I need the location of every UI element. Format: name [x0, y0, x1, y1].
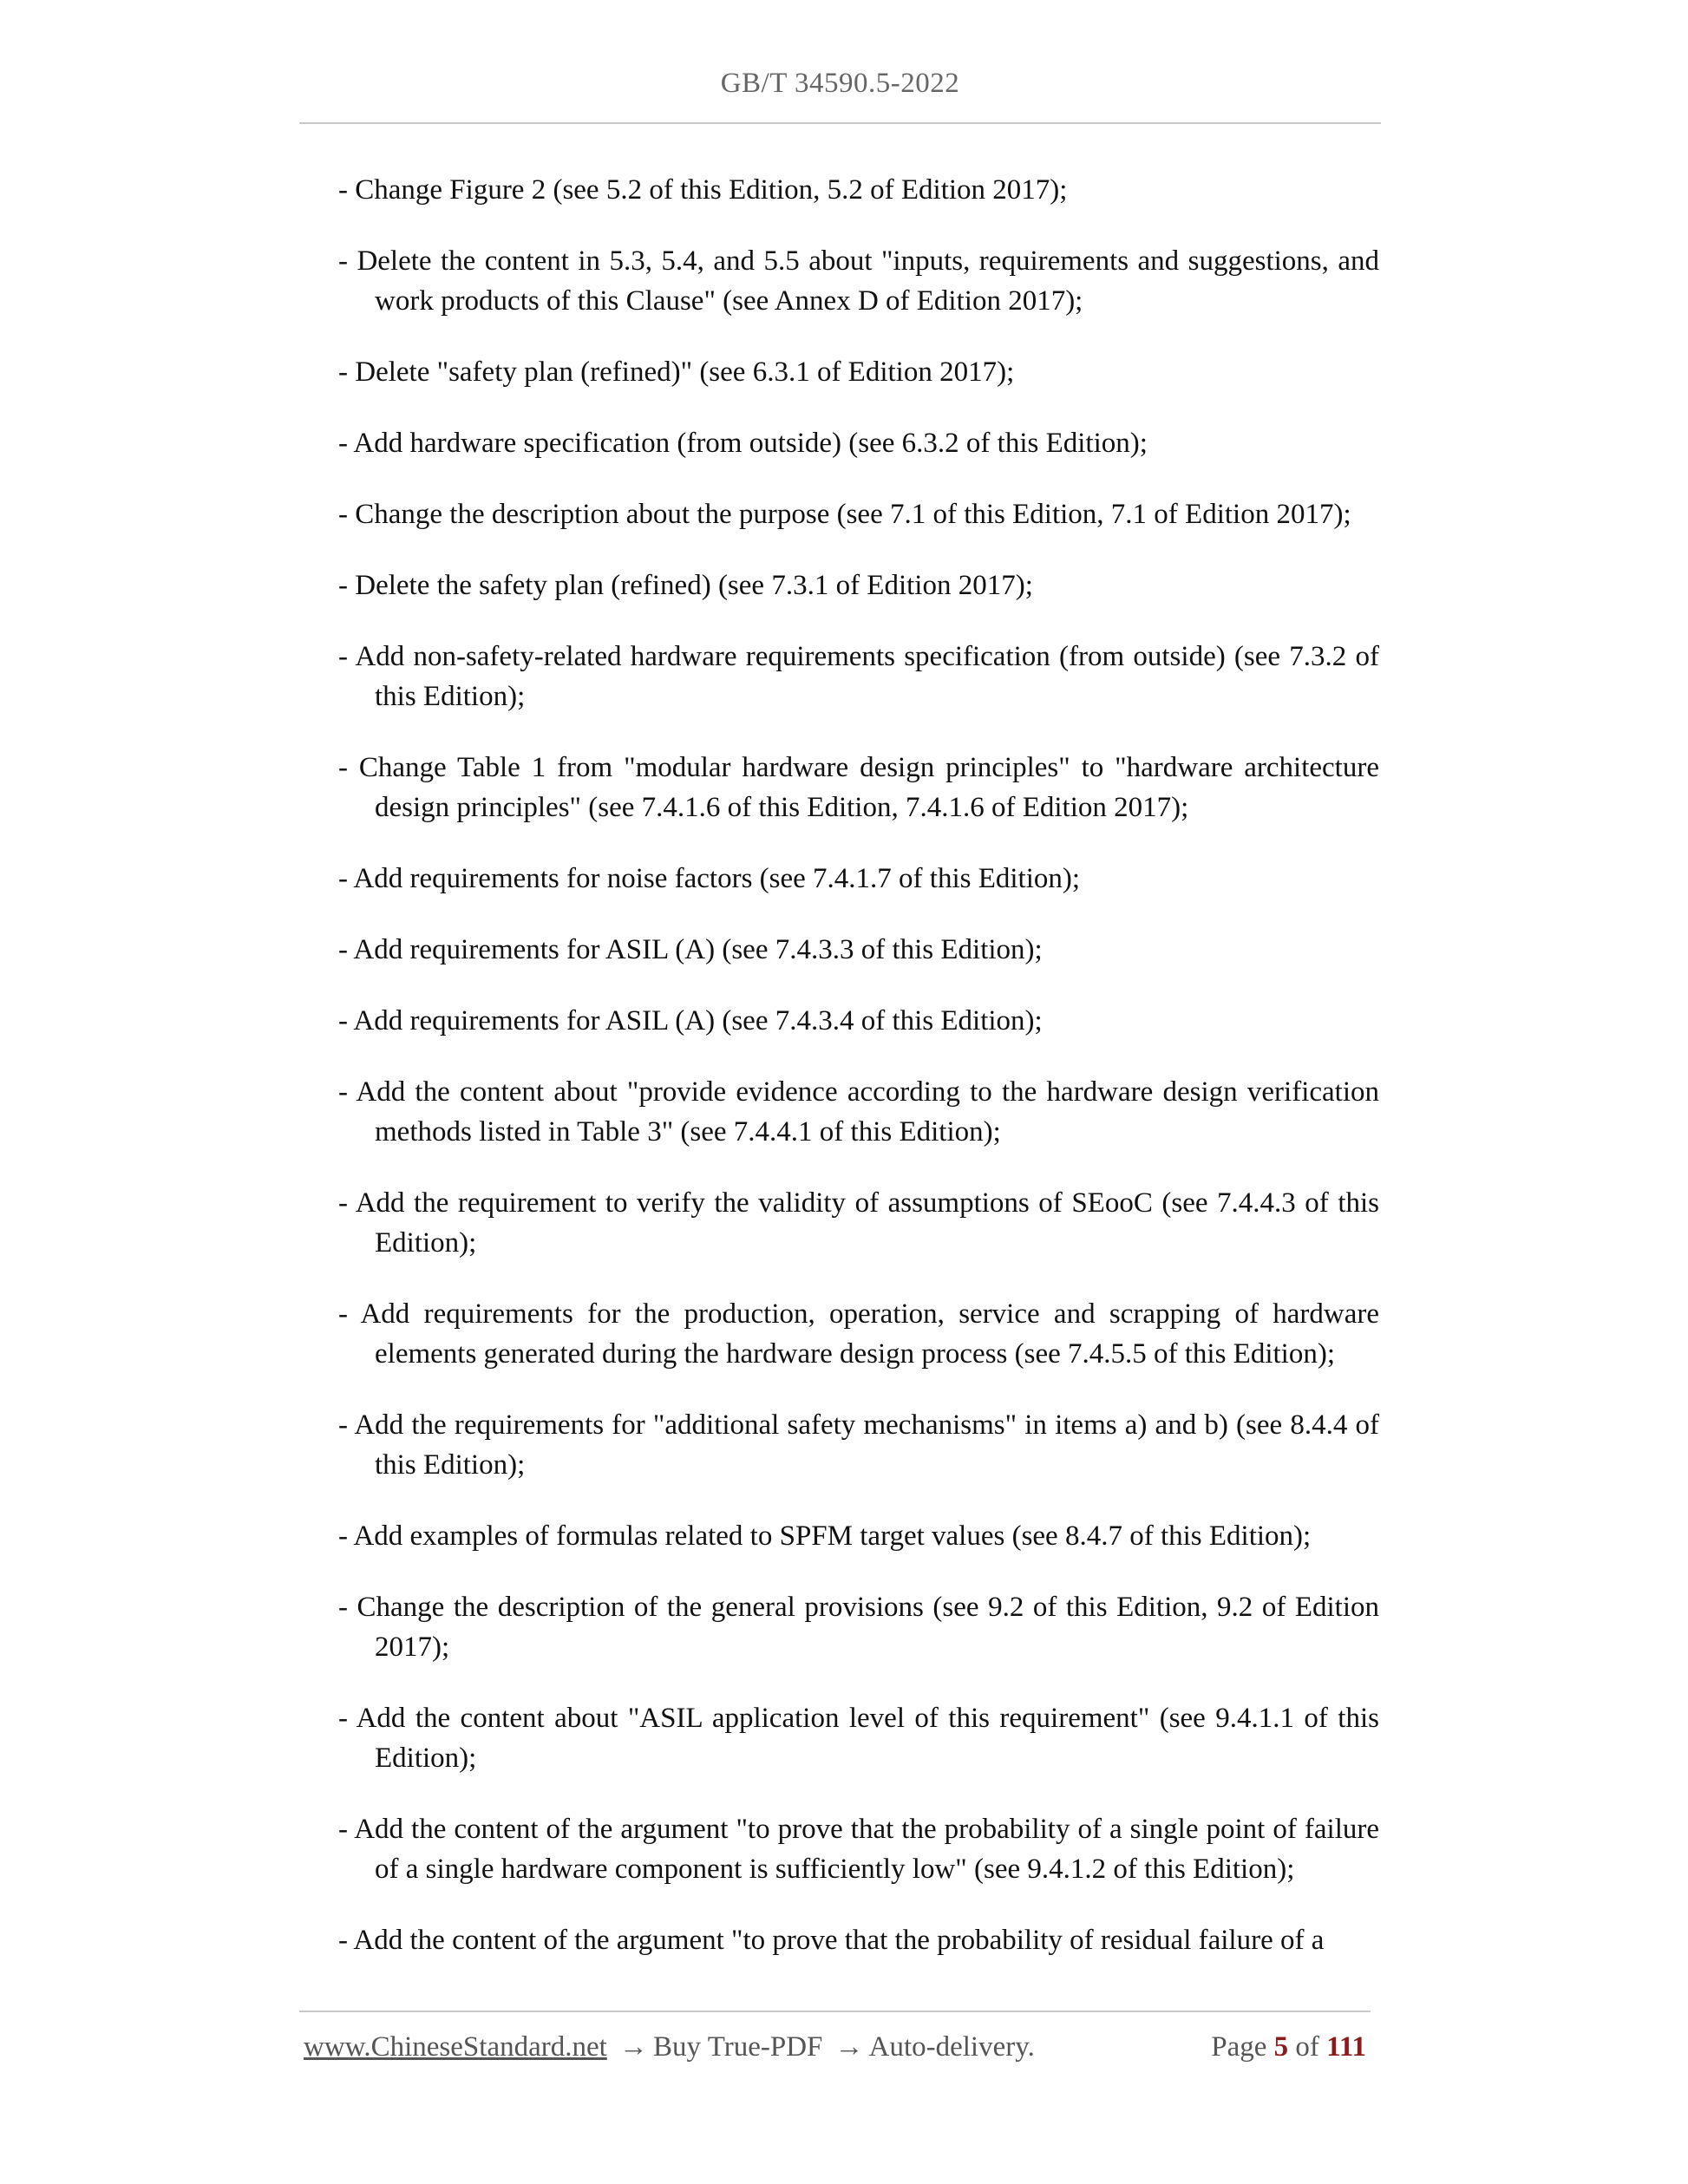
- list-item: - Change the description of the general provisions (see 9.2 of this Edition, 9.2 of Edition 2017);: [338, 1592, 1379, 1663]
- page-footer: [304, 2031, 1366, 2063]
- arrow-right-icon: →: [834, 2031, 864, 2063]
- list-item: - Add the content about "ASIL application level of this requirement" (see 9.4.1.1 of this Edition);: [338, 1703, 1379, 1774]
- site-link[interactable]: www.ChineseStandard.net: [304, 2031, 607, 2063]
- list-item: - Delete the content in 5.3, 5.4, and 5.5 about "inputs, requirements and suggestions, and work products of this Clause" (see Annex D of Edition 2017);: [338, 245, 1379, 317]
- list-item: - Add non-safety-related hardware requirements specification (from outside) (see 7.3.2 of this Edition);: [338, 641, 1379, 712]
- list-item: - Add requirements for ASIL (A) (see 7.4.3.3 of this Edition);: [338, 934, 1043, 965]
- list-item: - Add the content of the argument "to prove that the probability of residual failure of a: [338, 1925, 1325, 1956]
- arrow-right-icon: →: [619, 2031, 649, 2063]
- buy-true-pdf-text: Buy True-PDF: [653, 2031, 823, 2063]
- list-item: - Add requirements for ASIL (A) (see 7.4.3.4 of this Edition);: [338, 1005, 1043, 1036]
- list-item: - Add examples of formulas related to SPFM target values (see 8.4.7 of this Edition);: [338, 1520, 1312, 1552]
- list-item: - Delete "safety plan (refined)" (see 6.3.1 of Edition 2017);: [338, 356, 1015, 388]
- list-item: - Add the requirement to verify the validity of assumptions of SEooC (see 7.4.4.3 of this Edition);: [338, 1187, 1379, 1259]
- page-indicator: [1211, 2031, 1366, 2063]
- document-header: [299, 68, 1381, 100]
- footer-left: [304, 2031, 1035, 2063]
- list-item: - Add the content about "provide evidence according to the hardware design verification methods listed in Table 3" (see 7.4.4.1 of this Edition);: [338, 1076, 1379, 1148]
- list-item: - Change Table 1 from "modular hardware design principles" to "hardware architecture design principles" (see 7.4.1.6 of this Edition, 7.4.1.6 of Edition 2017);: [338, 752, 1379, 823]
- list-item: - Add requirements for the production, operation, service and scrapping of hardware elements generated during the hardware design process (see 7.4.5.5 of this Edition);: [338, 1298, 1379, 1370]
- list-item: - Add requirements for noise factors (see 7.4.1.7 of this Edition);: [338, 863, 1081, 894]
- footer-divider: [299, 2011, 1371, 2012]
- standard-id: GB/T 34590.5-2022: [720, 68, 960, 99]
- list-item: - Add the content of the argument "to prove that the probability of a single point of failure of a single hardware component is sufficiently low" (see 9.4.1.2 of this Edition);: [338, 1814, 1379, 1885]
- page-of: of: [1295, 2031, 1319, 2063]
- page-total: 111: [1326, 2031, 1366, 2063]
- list-item: - Add the requirements for "additional safety mechanisms" in items a) and b) (see 8.4.4 of this Edition);: [338, 1409, 1379, 1481]
- list-item: - Add hardware specification (from outside) (see 6.3.2 of this Edition);: [338, 428, 1148, 459]
- list-item: - Delete the safety plan (refined) (see 7.3.1 of Edition 2017);: [338, 570, 1033, 601]
- header-divider: [299, 122, 1381, 124]
- page-current: 5: [1273, 2031, 1289, 2063]
- page-label: Page: [1211, 2031, 1267, 2063]
- list-item: - Change the description about the purpose (see 7.1 of this Edition, 7.1 of Edition 2017);: [338, 499, 1351, 530]
- list-item: - Change Figure 2 (see 5.2 of this Edition, 5.2 of Edition 2017);: [338, 174, 1068, 206]
- page-content: [338, 170, 1379, 1991]
- auto-delivery-text: Auto-delivery.: [868, 2031, 1035, 2063]
